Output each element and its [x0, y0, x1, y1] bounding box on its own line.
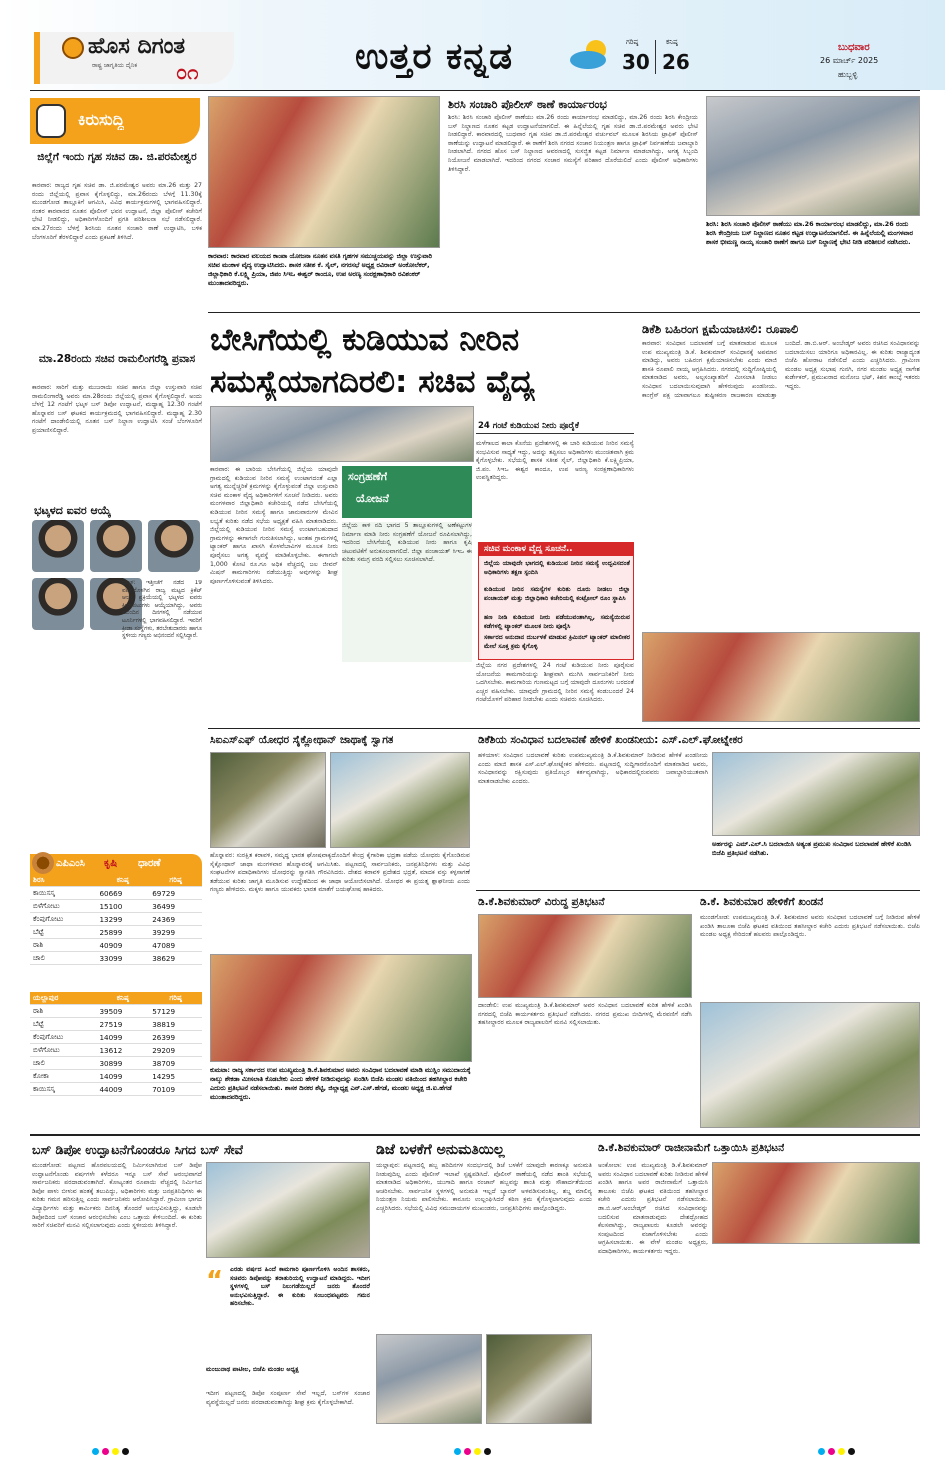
weather-divider	[655, 40, 656, 74]
wanted-body: ಭಟ್ಕಳ: ಇತ್ತೀಚೆಗೆ ನಡೆದ 19 ವರ್ಷದೊಳಗಿನ ರಾಜ್ಯ ಮಟ್ಟದ ಕ್ರಿಕೆಟ್ ಆಯ್ಕೆ ಪ್ರಕ್ರಿಯೆಯಲ್ಲಿ ಭಟ್ಕಳದ ಐವರು ಕ್ರೀಡಾಪಟುಗಳು ಆಯ್ಕೆಯಾಗಿದ್ದು, ಅವರು ಮುಂದಿನ ದಿನಗಳಲ್ಲಿ ನಡೆಯುವ ಟೂರ್ನಿಗಳಲ್ಲಿ ಭಾಗವಹಿಸಲಿದ್ದಾರೆ. ಇವರಿಗೆ ಕ್ರೀಡಾ ಸಂಸ್ಥೆಗಳು, ತರಬೇತುದಾರರು ಹಾಗೂ ಸ್ಥಳೀಯ ಗಣ್ಯರು ಅಭಿನಂದನೆ ಸಲ್ಲಿಸಿದ್ದಾರೆ.	[122, 580, 202, 640]
min-price: 33099	[96, 952, 149, 965]
lead-body-4	[342, 666, 472, 722]
max-price: 36499	[149, 900, 202, 913]
dkshi-caption: ಅರ್ಹರನ್ನು ಎಮ್.ಎಲ್.ಸಿ ಬದಲಾಯಿಸಿ ಅತ್ಯಂತ ಪ್ರಮುಖ ಸಂವಿಧಾನ ಬದಲಾವಣೆ ಹೇಳಿಕೆ ಖಂಡಿಸಿ ಬಿಜೆಪಿ ಪ್ರತಿಭಟನೆ ನಡೆಸಿತು.	[712, 840, 912, 857]
table-row	[30, 952, 202, 965]
photo-roopali-protest	[642, 632, 920, 722]
quote-author: ಮಂಜುನಾಥ ಪಾಟೀಲ, ಬಿಜೆಪಿ ಮಂಡಲ ಅಧ್ಯಕ್ಷ	[206, 1366, 299, 1373]
min-price: 44009	[96, 1083, 149, 1096]
portrait-4	[32, 578, 84, 630]
market-title-a: ಎಪಿಎಂಸಿ	[56, 858, 85, 869]
police-body: ಶಿರಸಿ: ಶಿರಸಿ ಸಂಚಾರಿ ಪೊಲೀಸ್ ಠಾಣೆಯು ಮಾ.26 ರಂದು ಕಾರ್ಯಾರಂಭ ಮಾಡಲಿದ್ದು, ಮಾ.26 ರಂದು ಶಿರಸಿ ಕೇಂದ್ರೀಯ ಬಸ್ ನಿಲ್ದಾಣದ ನೂತನ ಕಟ್ಟಡ ಉದ್ಘಾಟನೆಯಾಗಲಿದೆ. ಈ ಹಿನ್ನೆಲೆಯಲ್ಲಿ ಗೃಹ ಸಚಿವ ಡಾ.ಜಿ.ಪರಮೇಶ್ವರ ಅವರು ಭೇಟಿ ನೀಡಲಿದ್ದಾರೆ. ಕಾರವಾರದಲ್ಲಿ ಬುಧವಾರ ಗೃಹ ಸಚಿವ ಡಾ.ಜಿ.ಪರಮೇಶ್ವರ ವರ್ಚುವಲ್ ಮೂಲಕ ಶಿರಸಿಯ ಟ್ರಾಫಿಕ್ ಪೊಲೀಸ್ ಠಾಣೆಯನ್ನು ಉದ್ಘಾಟನೆ ಮಾಡಲಿದ್ದಾರೆ. ಈ ಠಾಣೆಗೆ ಶಿರಸಿ ನಗರದ ಸಂಚಾರ ನಿಯಂತ್ರಣ ಹಾಗೂ ಟ್ರಾಫಿಕ್ ನಿರ್ವಹಣೆಯ ಜವಾಬ್ದಾರಿ ನೀಡಲಾಗಿದೆ. ನಗರದ ಹೊಸ ಬಸ್ ನಿಲ್ದಾಣದ ಆವರಣದಲ್ಲಿ ಸುಸಜ್ಜಿತ ಕಟ್ಟಡ ನಿರ್ಮಾಣ ಮಾಡಲಾಗಿದ್ದು, ಅಗತ್ಯ ಸಿಬ್ಬಂದಿ ನಿಯೋಜನೆ ಮಾಡಲಾಗಿದೆ. ಇದರಿಂದ ನಗರದ ಸಂಚಾರ ಸಮಸ್ಯೆಗೆ ಪರಿಹಾರ ದೊರೆಯಲಿದೆ ಎಂದು ಪೊಲೀಸ್ ಅಧಿಕಾರಿಗಳು ತಿಳಿಸಿದ್ದಾರೆ.	[448, 114, 698, 173]
min-price: 40909	[96, 939, 149, 952]
col-header: ಕನಿಷ್ಠ	[96, 874, 149, 887]
brief2-headline: ಮಾ.28ರಂದು ಸಚಿವ ರಾಮಲಿಂಗರೆಡ್ಡಿ ಪ್ರವಾಸ	[38, 353, 196, 365]
max-price: 29209	[149, 1044, 202, 1057]
min-price: 60669	[96, 887, 149, 900]
min-price: 30899	[96, 1057, 149, 1070]
quote-mark-icon: “	[206, 1266, 224, 1296]
section-rule	[208, 728, 920, 729]
bus-quote: ಎರಡು ವರ್ಷದ ಹಿಂದೆ ಕಾಮಗಾರಿ ಪೂರ್ಣಗೊಳಿಸಿ ಅಂದಿನ ಶಾಸಕರು, ಸಚಿವರು ಡಿಪೋವನ್ನು ತರಾತುರಿಯಲ್ಲಿ ಉದ್ಘಾಟನೆ ಮಾಡಿದ್ದರು. ಇದೀಗ ಸ್ಥಳಗಳಲ್ಲಿ ಬಸ್ ನಿಲುಗಡೆಯಿಲ್ಲದೆ ಜನರು ತೊಂದರೆ ಅನುಭವಿಸುತ್ತಿದ್ದಾರೆ. ಈ ಕುರಿತು ಸಂಬಂಧಪಟ್ಟವರು ಗಮನ ಹರಿಸಬೇಕು.	[230, 1266, 370, 1308]
table-row	[30, 1018, 202, 1031]
table-row	[30, 1070, 202, 1083]
photo-dandeli-protest	[478, 914, 692, 998]
lead-headline-2: ಸಮಸ್ಯೆಯಾಗದಿರಲಿ: ಸಚಿವ ವೈದ್ಯ	[210, 364, 535, 400]
police-headline: ಶಿರಸಿ ಸಂಚಾರಿ ಪೊಲೀಸ್ ಠಾಣೆ ಕಾರ್ಯಾರಂಭ	[448, 98, 607, 111]
resign-body: ಅಂಕೋಲಾ: ಉಪ ಮುಖ್ಯಮಂತ್ರಿ ಡಿ.ಕೆ.ಶಿವಕುಮಾರ್ ಅವರು ಸಂವಿಧಾನ ಬದಲಾವಣೆ ಕುರಿತು ನೀಡಿರುವ ಹೇಳಿಕೆ ಖಂಡಿಸಿ ಹಾಗೂ ಅವರ ರಾಜೀನಾಮೆಗೆ ಒತ್ತಾಯಿಸಿ ತಾಲೂಕು ಬಿಜೆಪಿ ಘಟಕದ ವತಿಯಿಂದ ತಹಸೀಲ್ದಾರ ಕಚೇರಿ ಎದುರು ಪ್ರತಿಭಟನೆ ನಡೆಸಲಾಯಿತು. ಡಾ.ಬಿ.ಆರ್.ಅಂಬೇಡ್ಕರ್ ರಚಿಸಿದ ಸಂವಿಧಾನವನ್ನು ಬದಲಿಸುವ ಮಾತನಾಡುವುದು ದೇಶದ್ರೋಹದ ಕೆಲಸವಾಗಿದ್ದು, ರಾಜ್ಯಪಾಲರು ಕೂಡಲೇ ಅವರನ್ನು ಸಂಪುಟದಿಂದ ವಜಾಗೊಳಿಸಬೇಕು ಎಂದು ಆಗ್ರಹಿಸಲಾಯಿತು. ಈ ವೇಳೆ ಮಂಡಲ ಅಧ್ಯಕ್ಷರು, ಪದಾಧಿಕಾರಿಗಳು, ಕಾರ್ಯಕರ್ತರು ಇದ್ದರು.	[598, 1162, 708, 1255]
commodity: ರಾಶಿ	[30, 1005, 96, 1018]
commodity: ಬಿಳೆಗೋಟು	[30, 900, 96, 913]
photo1-caption: ಕಾರವಾರ: ಕಾರವಾರ ವಲಯದ ಕಾಂಪಾ ಯೋಜನಾ ನೂತನ ವಸತಿ ಗೃಹಗಳ ಸಮುಚ್ಚಯವನ್ನು ಜಿಲ್ಲಾ ಉಸ್ತುವಾರಿ ಸಚಿವ ಮಂಕಾಳ ವೈದ್ಯ ಉದ್ಘಾಟಿಸಿದರು. ಶಾಸಕ ಸತೀಶ ಕೆ. ಸೈಲ್, ನಗರಸಭೆ ಅಧ್ಯಕ್ಷ ರವಿರಾಜ್ ಅಂಕೋಲೆಕರ್, ಜಿಲ್ಲಾಧಿಕಾರಿ ಕೆ.ಲಕ್ಷ್ಮಿ ಪ್ರಿಯಾ, ಜಿಪಂ ಸಿಇಒ ಈಶ್ವರ್ ಕಾಂದೂ, ಉಪ ಅರಣ್ಯ ಸಂರಕ್ಷಣಾಧಿಕಾರಿ ರವಿಶಂಕರ್ ಮುಂತಾದವರಿದ್ದರು.	[208, 252, 432, 287]
tip-item: ಜಿಲ್ಲೆಯ ಯಾವುದೇ ಭಾಗದಲ್ಲಿ ಕುಡಿಯುವ ನೀರಿನ ಸಮಸ್ಯೆ ಉದ್ಭವಿಸದಂತೆ ಅಧಿಕಾರಿಗಳು ತಕ್ಷಣ ಸ್ಪಂದಿಸಿ	[484, 560, 630, 576]
col-header: ಶಿರಸಿ	[30, 874, 96, 887]
registration-marks	[92, 1440, 132, 1459]
dj-body: ಯಲ್ಲಾಪುರ: ಪಟ್ಟಣದಲ್ಲಿ ಹಬ್ಬ ಹರಿದಿನಗಳ ಸಂದರ್ಭದಲ್ಲಿ ಡಿಜೆ ಬಳಕೆಗೆ ಯಾವುದೇ ಕಾರಣಕ್ಕೂ ಅನುಮತಿ ನೀಡುವುದಿಲ್ಲ ಎಂದು ಪೊಲೀಸ್ ಇಲಾಖೆ ಸ್ಪಷ್ಟಪಡಿಸಿದೆ. ಪೊಲೀಸ್ ಠಾಣೆಯಲ್ಲಿ ನಡೆದ ಶಾಂತಿ ಸಭೆಯಲ್ಲಿ ಮಾತನಾಡಿದ ಅಧಿಕಾರಿಗಳು, ಯುಗಾದಿ ಹಾಗೂ ರಂಜಾನ್ ಹಬ್ಬವನ್ನು ಶಾಂತಿ ಮತ್ತು ಸೌಹಾರ್ದತೆಯಿಂದ ಆಚರಿಸಬೇಕು. ಸಾರ್ವಜನಿಕ ಸ್ಥಳಗಳಲ್ಲಿ ಅನುಮತಿ ಇಲ್ಲದೆ ಬ್ಯಾನರ್ ಅಳವಡಿಸುವಂತಿಲ್ಲ. ಶಬ್ದ ಮಾಲಿನ್ಯ ನಿಯಂತ್ರಣ ನಿಯಮ ಪಾಲಿಸಬೇಕು. ಕಾನೂನು ಉಲ್ಲಂಘಿಸಿದರೆ ಕಠಿಣ ಕ್ರಮ ಕೈಗೊಳ್ಳಲಾಗುವುದು ಎಂದು ಎಚ್ಚರಿಸಿದರು. ಸಭೆಯಲ್ಲಿ ವಿವಿಧ ಸಮುದಾಯಗಳ ಮುಖಂಡರು, ಜನಪ್ರತಿನಿಧಿಗಳು ಪಾಲ್ಗೊಂಡಿದ್ದರು.	[376, 1162, 592, 1212]
table-row	[30, 1057, 202, 1070]
weather-min: 26	[662, 50, 690, 74]
market-title-c: ಧಾರಣೆ	[138, 858, 161, 869]
lead-body-2: ಮಳೆಗಾಲದ ಕಾಲಾ ಕೊನೆಯ ಪ್ರದೇಶಗಳಲ್ಲಿ ಈ ಬಾರಿ ಕುಡಿಯುವ ನೀರಿನ ಸಮಸ್ಯೆ ಸಂಭವಿಸುವ ಸಾಧ್ಯತೆ ಇದ್ದು, ಅದನ್ನು ತಪ್ಪಿಸಲು ಅಧಿಕಾರಿಗಳು ಮುಂಚಿತವಾಗಿ ಕ್ರಮ ಕೈಗೊಳ್ಳಬೇಕು. ಸಭೆಯಲ್ಲಿ ಶಾಸಕ ಸತೀಶ ಸೈಲ್, ಜಿಲ್ಲಾಧಿಕಾರಿ ಕೆ.ಲಕ್ಷ್ಮಿಪ್ರಿಯಾ, ಜಿ.ಪಂ. ಸಿಇಒ ಈಶ್ವರ ಕಾಂದೂ, ಉಪ ಅರಣ್ಯ ಸಂರಕ್ಷಣಾಧಿಕಾರಿಗಳು ಉಪಸ್ಥಿತರಿದ್ದರು.	[476, 440, 634, 482]
table-row	[30, 900, 202, 913]
section-rule	[476, 890, 920, 891]
dkshi-body: ಹಳಿಯಾಳ: ಸಂವಿಧಾನ ಬದಲಾವಣೆ ಕುರಿತು ಉಪಮುಖ್ಯಮಂತ್ರಿ ಡಿ.ಕೆ.ಶಿವಕುಮಾರ್ ನೀಡಿರುವ ಹೇಳಿಕೆ ಖಂಡನೀಯ ಎಂದು ಮಾಜಿ ಶಾಸಕ ಎಸ್.ಎಲ್.ಘೋಟ್ನೇಕರ ಹೇಳಿದರು. ಪಟ್ಟಣದಲ್ಲಿ ಸುದ್ದಿಗಾರರೊಂದಿಗೆ ಮಾತನಾಡಿದ ಅವರು, ಸಂವಿಧಾನವನ್ನು ರಕ್ಷಿಸುವುದು ಪ್ರತಿಯೊಬ್ಬರ ಕರ್ತವ್ಯವಾಗಿದ್ದು, ಅಧಿಕಾರದಲ್ಲಿರುವವರು ಜವಾಬ್ದಾರಿಯುತವಾಗಿ ಮಾತನಾಡಬೇಕು ಎಂದರು.	[478, 752, 708, 785]
tips-title: ಸಚಿವ ಮಂಕಾಳ ವೈದ್ಯ ಸೂಚನೆ..	[484, 544, 573, 554]
commodity: ಕಾಯಿಸಸ್ಕ	[30, 1083, 96, 1096]
bus-body: ಮುಂಡಗೋಡ: ಪಟ್ಟಣದ ಹೊರವಲಯದಲ್ಲಿ ನಿರ್ಮಿಸಲಾಗಿರುವ ಬಸ್ ಡಿಪೋ ಉದ್ಘಾಟನೆಗೊಂಡು ವರ್ಷಗಳೇ ಕಳೆದರೂ ಇನ್ನೂ ಬಸ್ ಸೇವೆ ಆರಂಭವಾಗದೆ ಸಾರ್ವಜನಿಕರು ಪರದಾಡುವಂತಾಗಿದೆ. ಕೋಟ್ಯಂತರ ರೂಪಾಯಿ ವೆಚ್ಚದಲ್ಲಿ ನಿರ್ಮಿಸಿದ ಡಿಪೋ ಪಾಳು ಬೀಳುವ ಹಂತಕ್ಕೆ ತಲುಪಿದ್ದು, ಅಧಿಕಾರಿಗಳು ಮತ್ತು ಜನಪ್ರತಿನಿಧಿಗಳು ಈ ಕುರಿತು ಗಮನ ಹರಿಸುತ್ತಿಲ್ಲ ಎಂದು ಸಾರ್ವಜನಿಕರು ಆರೋಪಿಸಿದ್ದಾರೆ. ಗ್ರಾಮೀಣ ಭಾಗದ ವಿದ್ಯಾರ್ಥಿಗಳು ಮತ್ತು ಕಾರ್ಮಿಕರು ದಿನನಿತ್ಯ ತೊಂದರೆ ಅನುಭವಿಸುತ್ತಿದ್ದು, ಕೂಡಲೇ ಡಿಪೋದಿಂದ ಬಸ್ ಸಂಚಾರ ಆರಂಭಿಸಬೇಕು ಎಂಬ ಒತ್ತಾಯ ಕೇಳಿಬಂದಿದೆ. ಈ ಕುರಿತು ಸಾರಿಗೆ ಸಚಿವರಿಗೆ ಮನವಿ ಸಲ್ಲಿಸಲಾಗುವುದು ಎಂದು ಸ್ಥಳೀಯರು ತಿಳಿಸಿದ್ದಾರೆ.	[32, 1162, 202, 1230]
commodity: ಕಾಯಿಸಸ್ಕ	[30, 887, 96, 900]
protest2-headline: ಡಿ.ಕೆ. ಶಿವಕುಮಾರ ಹೇಳಿಕೆಗೆ ಖಂಡನೆ	[700, 896, 824, 908]
protest2-body: ಮುಂಡಗೋಡ: ಉಪಮುಖ್ಯಮಂತ್ರಿ ಡಿ.ಕೆ. ಶಿವಕುಮಾರ ಅವರು ಸಂವಿಧಾನ ಬದಲಾವಣೆ ಬಗ್ಗೆ ನೀಡಿರುವ ಹೇಳಿಕೆ ಖಂಡಿಸಿ ತಾಲೂಕಾ ಬಿಜೆಪಿ ಘಟಕದ ವತಿಯಿಂದ ತಹಸೀಲ್ದಾರ ಕಚೇರಿ ಎದುರು ಪ್ರತಿಭಟನೆ ನಡೆಸಲಾಯಿತು. ಬಿಜೆಪಿ ಮಂಡಲ ಅಧ್ಯಕ್ಷ ಸೇರಿದಂತೆ ಹಲವರು ಪಾಲ್ಗೊಂಡಿದ್ದರು.	[700, 914, 920, 939]
portrait-2	[90, 520, 142, 572]
max-price: 38819	[149, 1018, 202, 1031]
table-row	[30, 913, 202, 926]
section-rule	[30, 1134, 920, 1136]
areca-nut-icon	[32, 852, 54, 874]
photo-sirsi-police	[706, 96, 920, 216]
protest1-body: ದಾಂಡೇಲಿ: ಉಪ ಮುಖ್ಯಮಂತ್ರಿ ಡಿ.ಕೆ.ಶಿವಕುಮಾರ್ ಅವರ ಸಂವಿಧಾನ ಬದಲಾವಣೆ ಕುರಿತ ಹೇಳಿಕೆ ಖಂಡಿಸಿ ನಗರದಲ್ಲಿ ಬಿಜೆಪಿ ಕಾರ್ಯಕರ್ತರು ಪ್ರತಿಭಟನೆ ನಡೆಸಿದರು. ನಗರದ ಪ್ರಮುಖ ಬೀದಿಗಳಲ್ಲಿ ಮೆರವಣಿಗೆ ನಡೆಸಿ ತಹಸೀಲ್ದಾರರ ಮೂಲಕ ರಾಜ್ಯಪಾಲರಿಗೆ ಮನವಿ ಸಲ್ಲಿಸಲಾಯಿತು.	[478, 1002, 692, 1027]
right-top-headline: ಡಿಕೆಶಿ ಬಹಿರಂಗ ಕ್ಷಮೆಯಾಚಿಸಲಿ: ರೂಪಾಲಿ	[642, 322, 799, 336]
tip-item: ಹಣ ನೀಡಿ ಕುಡಿಯುವ ನೀರು ಪಡೆಯುವಂತಾಗಿಲ್ಲ, ಸಮಸ್ಯೆಯಿರುವ ಕಡೆಗಳಲ್ಲಿ ಟ್ಯಾಂಕರ್ ಮೂಲಕ ನೀರು ಪೂರೈಸಿ	[484, 614, 630, 630]
page-number: ೦೧	[176, 60, 199, 84]
min-price: 14099	[96, 1070, 149, 1083]
brief-section-title: ಕಿರುಸುದ್ದಿ	[78, 110, 125, 129]
min-price: 15100	[96, 900, 149, 913]
finger-pointing-icon	[36, 104, 66, 138]
edition-title: ಉತ್ತರ ಕನ್ನಡ	[355, 36, 514, 77]
city: ಹುಬ್ಬಳ್ಳಿ	[838, 70, 858, 79]
table-row	[30, 1031, 202, 1044]
sidebox-title-1: ಸಂಗ್ರಹಣೆಗೆ	[348, 470, 388, 483]
kumta-caption: ಕುಮಟಾ: ರಾಜ್ಯ ಸರ್ಕಾರದ ಉಪ ಮುಖ್ಯಮಂತ್ರಿ ಡಿ.ಕೆ.ಶಿವಕುಮಾರ ಅವರು ಸಂವಿಧಾನ ಬದಲಾವಣೆ ಮಾಡಿ ಮುಸ್ಲಿಂ ಸಮುದಾಯಕ್ಕೆ ನಾಲ್ಕು ಶೇಕಡಾ ಮೀಸಲಾತಿ ಕೊಡಬೇಕು ಎಂದು ಹೇಳಿಕೆ ನೀಡಿರುವುದನ್ನು ಖಂಡಿಸಿ ಬಿಜೆಪಿ ಮಂಡಲ ವತಿಯಿಂದ ತಹಸೀಲ್ದಾರ ಕಚೇರಿ ಎದುರು ಪ್ರತಿಭಟನೆ ನಡೆಸಲಾಯಿತು. ಶಾಸಕ ದಿನಕರ ಶೆಟ್ಟಿ, ಜಿಲ್ಲಾಧ್ಯಕ್ಷ ಎನ್.ಎಸ್.ಹೆಗಡೆ, ಮಂಡಲ ಅಧ್ಯಕ್ಷ ಜಿ.ಐ.ಹೆಗಡೆ ಮುಂತಾದವರಿದ್ದರು.	[210, 1066, 471, 1101]
logo-emblem-icon	[62, 37, 84, 59]
table-row	[30, 939, 202, 952]
brief2-body: ಕಾರವಾರ: ಸಾರಿಗೆ ಮತ್ತು ಮುಜರಾಯಿ ಸಚಿವ ಹಾಗೂ ಜಿಲ್ಲಾ ಉಸ್ತುವಾರಿ ಸಚಿವ ರಾಮಲಿಂಗಾರೆಡ್ಡಿ ಅವರು ಮಾ.28ರಂದು ಜಿಲ್ಲೆಯಲ್ಲಿ ಪ್ರವಾಸ ಕೈಗೊಳ್ಳಲಿದ್ದಾರೆ. ಅಂದು ಬೆಳಗ್ಗೆ 12 ಗಂಟೆಗೆ ಭಟ್ಕಳ ಬಸ್ ಡಿಪೋ ಉದ್ಘಾಟನೆ, ಮಧ್ಯಾಹ್ನ 12.30 ಗಂಟೆಗೆ ಹೊನ್ನಾವರ ಬಸ್ ಘಟಕದ ಕಾರ್ಯಕ್ರಮದಲ್ಲಿ ಭಾಗವಹಿಸಲಿದ್ದಾರೆ. ಮಧ್ಯಾಹ್ನ 2.30 ಗಂಟೆಗೆ ದಾಂಡೇಲಿಯಲ್ಲಿ ನೂತನ ಬಸ್ ನಿಲ್ದಾಣ ಉದ್ಘಾಟಿಸಿ ಸಂಜೆ ಬೆಂಗಳೂರಿಗೆ ಪ್ರಯಾಣಿಸಲಿದ್ದಾರೆ.	[32, 384, 202, 434]
resign-headline: ಡಿ.ಕೆ.ಶಿವಕುಮಾರ್ ರಾಜೀನಾಮೆಗೆ ಒತ್ತಾಯಿಸಿ ಪ್ರತಿಭಟನೆ	[598, 1142, 785, 1154]
lead-body-1: ಕಾರವಾರ: ಈ ಬಾರಿಯ ಬೇಸಿಗೆಯಲ್ಲಿ ಜಿಲ್ಲೆಯ ಯಾವುದೇ ಗ್ರಾಮದಲ್ಲಿ ಕುಡಿಯುವ ನೀರಿನ ಸಮಸ್ಯೆ ಉಂಟಾಗದಂತೆ ಎಲ್ಲಾ ಅಗತ್ಯ ಮುನ್ನೆಚ್ಚರಿಕೆ ಕ್ರಮಗಳನ್ನು ಕೈಗೊಳ್ಳುವಂತೆ ಜಿಲ್ಲಾ ಉಸ್ತುವಾರಿ ಸಚಿವ ಮಂಕಾಳ ವೈದ್ಯ ಅಧಿಕಾರಿಗಳಿಗೆ ಸೂಚನೆ ನೀಡಿದರು. ಅವರು ಮಂಗಳವಾರ ಜಿಲ್ಲಾಧಿಕಾರಿ ಕಚೇರಿಯಲ್ಲಿ ನಡೆದ ಬೇಸಿಗೆಯಲ್ಲಿ ಕುಡಿಯುವ ನೀರಿನ ಸಮಸ್ಯೆ ಹಾಗೂ ಜಾನುವಾರುಗಳ ಮೇವಿನ ಲಭ್ಯತೆ ಕುರಿತು ನಡೆದ ಸಭೆಯ ಅಧ್ಯಕ್ಷತೆ ವಹಿಸಿ ಮಾತನಾಡಿದರು. ಜಿಲ್ಲೆಯಲ್ಲಿ ಕುಡಿಯುವ ನೀರಿನ ಸಮಸ್ಯೆ ಉಂಟಾಗಬಹುದಾದ ಗ್ರಾಮಗಳನ್ನು ಈಗಾಗಲೇ ಗುರುತಿಸಲಾಗಿದ್ದು, ಅಂತಹ ಗ್ರಾಮಗಳಲ್ಲಿ ಟ್ಯಾಂಕರ್ ಹಾಗೂ ಖಾಸಗಿ ಕೊಳವೆಬಾವಿಗಳ ಮೂಲಕ ನೀರು ಪೂರೈಸಲು ಅಗತ್ಯ ವ್ಯವಸ್ಥೆ ಮಾಡಿಕೊಳ್ಳಬೇಕು. ಈಗಾಗಲೇ 1,000 ಕೋಟಿ ರೂ.ಗೂ ಅಧಿಕ ವೆಚ್ಚದಲ್ಲಿ ಜಲ ಜೀವನ್ ಮಿಷನ್ ಕಾಮಗಾರಿಗಳು ನಡೆಯುತ್ತಿದ್ದು ಅವುಗಳನ್ನು ಶೀಘ್ರ ಪೂರ್ಣಗೊಳಿಸುವಂತೆ ತಿಳಿಸಿದರು.	[210, 466, 338, 585]
sidebox-body: ಜಿಲ್ಲೆಯ ಕಾಳಿ ನದಿ ಭಾಗದ 5 ತಾಲ್ಲೂಕುಗಳಲ್ಲಿ ಅಣೆಕಟ್ಟುಗಳ ನಿರ್ಮಾಣ ಮಾಡಿ ನೀರು ಸಂಗ್ರಹಣೆಗೆ ಯೋಜನೆ ರೂಪಿಸಲಾಗಿದ್ದು, ಇದರಿಂದ ಬೇಸಿಗೆಯಲ್ಲಿ ಕುಡಿಯುವ ನೀರು ಹಾಗೂ ಕೃಷಿ ಚಟುವಟಿಕೆಗೆ ಅನುಕೂಲವಾಗಲಿದೆ. ಜಿಲ್ಲಾ ಪಂಚಾಯತ್ ಸಿಇಒ ಈ ಕುರಿತು ಸಮಗ್ರ ವರದಿ ಸಲ್ಲಿಸಲು ಸೂಚಿಸಲಾಗಿದೆ.	[342, 522, 472, 662]
photo-meeting	[210, 406, 474, 462]
wanted-body-cont	[32, 644, 202, 784]
lead-headline-1: ಬೇಸಿಗೆಯಲ್ಲಿ ಕುಡಿಯುವ ನೀರಿನ	[210, 322, 520, 358]
lead-body-3: ಜಿಲ್ಲೆಯ ನಗರ ಪ್ರದೇಶಗಳಲ್ಲಿ 24 ಗಂಟೆ ಕುಡಿಯುವ ನೀರು ಪೂರೈಸುವ ಯೋಜನೆಯ ಕಾಮಗಾರಿಯನ್ನು ಶೀಘ್ರವಾಗಿ ಮುಗಿಸಿ ಸಾರ್ವಜನಿಕರಿಗೆ ನೀರು ಒದಗಿಸಬೇಕು. ಕಾಮಗಾರಿಯ ಗುಣಮಟ್ಟದ ಬಗ್ಗೆ ಯಾವುದೇ ದೂರುಗಳು ಬರದಂತೆ ಎಚ್ಚರ ವಹಿಸಬೇಕು. ಯಾವುದೇ ಗ್ರಾಮದಲ್ಲಿ ನೀರಿನ ಸಮಸ್ಯೆ ಕಂಡುಬಂದರೆ 24 ಗಂಟೆಯೊಳಗೆ ಪರಿಹಾರ ನೀಡಬೇಕು ಎಂದು ಸಚಿವರು ಸೂಚಿಸಿದರು.	[476, 662, 634, 704]
photo-cisf-soldiers	[210, 752, 326, 848]
resign-body-cont	[712, 1250, 920, 1424]
max-price: 47089	[149, 939, 202, 952]
commodity: ರಾಶಿ	[30, 939, 96, 952]
photo-peace-meeting-1	[376, 1334, 482, 1424]
weather-max: 30	[622, 50, 650, 74]
max-price: 14295	[149, 1070, 202, 1083]
commodity: ಕೆಂಪುಗೋಟು	[30, 1031, 96, 1044]
market-table-sirsi	[30, 874, 202, 965]
commodity: ಚಾಲಿ	[30, 1057, 96, 1070]
weather-sun-cloud-icon	[566, 36, 614, 72]
paper-tagline: ರಾಷ್ಟ್ರ ಜಾಗೃತಿಯ ದೈನಿಕ	[92, 62, 138, 69]
photo-karwar-inauguration	[208, 96, 440, 248]
brief1-headline: ಜಿಲ್ಲೆಗೆ ಇಂದು ಗೃಹ ಸಚಿವ ಡಾ. ಜಿ.ಪರಮೇಶ್ವರ	[37, 151, 197, 163]
commodity: ಬೆಟ್ಟೆ	[30, 926, 96, 939]
tip-item: ಸರ್ಕಾರದ ಅನುದಾನ ದುರ್ಬಳಕೆ ಮಾಡುವ ಕ್ರಿಮಿನಲ್ ಟ್ಯಾಂಕರ್ ಮಾಲೀಕರ ಮೇಲೆ ಸೂಕ್ತ ಕ್ರಮ ಕೈಗೊಳ್ಳಿ	[484, 634, 630, 650]
weather-max-label: ಗರಿಷ್ಠ	[626, 38, 639, 46]
commodity: ಕೋಕಾ	[30, 1070, 96, 1083]
max-price: 38709	[149, 1057, 202, 1070]
max-price: 38629	[149, 952, 202, 965]
min-price: 25899	[96, 926, 149, 939]
tip-item: ಕುಡಿಯುವ ನೀರಿನ ಸಮಸ್ಯೆಗಳ ಕುರಿತು ದೂರು ನೀಡಲು ಜಿಲ್ಲಾ ಪಂಚಾಯತ್ ಮತ್ತು ಜಿಲ್ಲಾಧಿಕಾರಿ ಕಚೇರಿಯಲ್ಲಿ ಕಂಟ್ರೋಲ್ ರೂಂ ಸ್ಥಾಪಿಸಿ	[484, 586, 630, 602]
cisf-headline: ಸಿಐಎಸ್‌ಎಫ್ ಯೋಧರ ಸೈಕ್ಲೋಥಾನ್ ಜಾಥಾಕ್ಕೆ ಸ್ವಾಗತ	[210, 734, 394, 746]
sidebox-title-2: ಯೋಜನೆ	[356, 492, 389, 505]
wanted-headline: ಭಟ್ಕಳದ ಐವರ ಆಯ್ಕೆ	[34, 504, 112, 517]
photo-bus-depot	[206, 1162, 370, 1258]
masthead-rule	[30, 90, 920, 91]
commodity: ಬೆಟ್ಟೆ	[30, 1018, 96, 1031]
dkshi-headline: ಡಿಕೆಶಿಯ ಸಂವಿಧಾನ ಬದಲಾವಣೆ ಹೇಳಿಕೆ ಖಂಡನೀಯ: ಎಸ್.ಎಲ್.ಘೋಟ್ನೇಕರ	[478, 734, 743, 746]
min-price: 13612	[96, 1044, 149, 1057]
photo-ankola-protest	[712, 1162, 920, 1244]
photo-haliyal-protest	[712, 752, 920, 836]
bus-tail: ಇದೀಗ ಪಟ್ಟಣದಲ್ಲಿ ಡಿಪೋ ಸಂಪೂರ್ಣ ಸೇವೆ ಇಲ್ಲದೆ, ಬಸ್‌ಗಳ ಸಂಚಾರ ವ್ಯವಸ್ಥೆಯಿಲ್ಲದೆ ಜನರು ಪರದಾಡುವಂತಾಗಿದ್ದು ಶೀಘ್ರ ಕ್ರಮ ಕೈಗೊಳ್ಳಬೇಕಾಗಿದೆ.	[206, 1390, 370, 1406]
min-price: 39509	[96, 1005, 149, 1018]
table-row	[30, 887, 202, 900]
max-price: 24369	[149, 913, 202, 926]
right-top-body: ಕಾರವಾರ: ಸಂವಿಧಾನ ಬದಲಾವಣೆ ಬಗ್ಗೆ ಮಾತನಾಡುವ ಮೂಲಕ ಉಪ ಮುಖ್ಯಮಂತ್ರಿ ಡಿ.ಕೆ. ಶಿವಕುಮಾರ್ ಸಂವಿಧಾನಕ್ಕೆ ಅಪಮಾನ ಮಾಡಿದ್ದು, ಅವರು ಬಹಿರಂಗ ಕ್ಷಮೆಯಾಚಿಸಬೇಕು ಎಂದು ಮಾಜಿ ಶಾಸಕಿ ರೂಪಾಲಿ ನಾಯ್ಕ ಆಗ್ರಹಿಸಿದರು. ನಗರದಲ್ಲಿ ಸುದ್ದಿಗೋಷ್ಠಿಯಲ್ಲಿ ಮಾತನಾಡಿದ ಅವರು, ಅಲ್ಪಸಂಖ್ಯಾತರಿಗೆ ಮೀಸಲಾತಿ ನೀಡಲು ಸಂವಿಧಾನ ಬದಲಾಯಿಸುವುದಾಗಿ ಹೇಳಿರುವುದು ಖಂಡನೀಯ. ಕಾಂಗ್ರೆಸ್ ಪಕ್ಷ ಯಾವಾಗಲೂ ತುಷ್ಟೀಕರಣ ರಾಜಕಾರಣ ಮಾಡುತ್ತಾ ಬಂದಿದೆ. ಡಾ.ಬಿ.ಆರ್. ಅಂಬೇಡ್ಕರ್ ಅವರು ರಚಿಸಿದ ಸಂವಿಧಾನವನ್ನು ಬದಲಾಯಿಸಲು ಯಾರಿಗೂ ಅಧಿಕಾರವಿಲ್ಲ. ಈ ಕುರಿತು ರಾಜ್ಯಾದ್ಯಂತ ಬಿಜೆಪಿ ಹೋರಾಟ ನಡೆಸಲಿದೆ ಎಂದು ಎಚ್ಚರಿಸಿದರು. ಗ್ರಾಮೀಣ ಮಂಡಲ ಅಧ್ಯಕ್ಷ ಸುಭಾಷ ಗುನಗಿ, ನಗರ ಮಂಡಲ ಅಧ್ಯಕ್ಷ ನಾಗೇಶ ಕುರ್ಡೇಕರ್, ಪ್ರಮುಖರಾದ ಮನೋಜ ಭಟ್, ಕಿಶನ ಕಾಂಬ್ಳೆ ಇತರರು ಇದ್ದರು.	[642, 340, 920, 399]
day-of-week: ಬುಧವಾರ	[838, 42, 870, 53]
registration-marks	[818, 1440, 858, 1459]
brief1-body: ಕಾರವಾರ: ರಾಜ್ಯದ ಗೃಹ ಸಚಿವ ಡಾ. ಜಿ.ಪರಮೇಶ್ವರ ಅವರು ಮಾ.26 ಮತ್ತು 27 ರಂದು ಜಿಲ್ಲೆಯಲ್ಲಿ ಪ್ರವಾಸ ಕೈಗೊಳ್ಳಲಿದ್ದು, ಮಾ.26ರಂದು ಬೆಳಗ್ಗೆ 11.30ಕ್ಕೆ ಮುಂಡಗೋಡ ತಾಲ್ಲೂಕಿಗೆ ಆಗಮಿಸಿ, ವಿವಿಧ ಕಾರ್ಯಕ್ರಮಗಳಲ್ಲಿ ಭಾಗವಹಿಸಲಿದ್ದಾರೆ. ನಂತರ ಕಾರವಾರದ ನೂತನ ಪೊಲೀಸ್ ಭವನ ಉದ್ಘಾಟನೆ, ಜಿಲ್ಲಾ ಪೊಲೀಸ್ ಕಚೇರಿಗೆ ಭೇಟಿ ನೀಡಲಿದ್ದು, ಅಧಿಕಾರಿಗಳೊಂದಿಗೆ ಪ್ರಗತಿ ಪರಿಶೀಲನಾ ಸಭೆ ನಡೆಸಲಿದ್ದಾರೆ. ಮಾ.27ರಂದು ಬೆಳಗ್ಗೆ ಶಿರಸಿಯ ನೂತನ ಸಂಚಾರಿ ಠಾಣೆ ಉದ್ಘಾಟಿಸಿ, ಬಳಿಕ ಬೆಂಗಳೂರಿಗೆ ತೆರಳಲಿದ್ದಾರೆ ಎಂದು ಪ್ರಕಟಣೆ ತಿಳಿಸಿದೆ.	[32, 182, 202, 241]
table-row	[30, 1005, 202, 1018]
table-row	[30, 926, 202, 939]
photo2-caption: ಶಿರಸಿ: ಶಿರಸಿ ಸಂಚಾರಿ ಪೊಲೀಸ್ ಠಾಣೆಯು ಮಾ.26 ಕಾರ್ಯಾರಂಭ ಮಾಡಲಿದ್ದು, ಮಾ.26 ರಂದು ಶಿರಸಿ ಕೇಂದ್ರೀಯ ಬಸ್ ನಿಲ್ದಾಣದ ನೂತನ ಕಟ್ಟಡ ಉದ್ಘಾಟನೆಯಾಗಲಿದೆ. ಈ ಹಿನ್ನೆಲೆಯಲ್ಲಿ ಮಂಗಳವಾರ ಶಾಸಕ ಭೀಮಣ್ಣ ನಾಯ್ಕ ಸಂಚಾರಿ ಠಾಣೆಗೆ ಹಾಗೂ ಬಸ್ ನಿಲ್ದಾಣಕ್ಕೆ ಭೇಟಿ ನೀಡಿ ಪರಿಶೀಲನೆ ನಡೆಸಿದರು.	[706, 220, 914, 246]
section-rule	[208, 312, 920, 313]
photo-cisf-welcome	[330, 752, 470, 848]
portrait-1	[32, 520, 84, 572]
lead-subhead: 24 ಗಂಟೆ ಕುಡಿಯುವ ನೀರು ಪೂರೈಕೆ	[478, 421, 580, 431]
portrait-3	[148, 520, 200, 572]
col-header: ಕನಿಷ್ಠ	[96, 992, 149, 1005]
photo-peace-meeting-2	[486, 1334, 592, 1424]
col-header: ಯಲ್ಲಾಪುರ	[30, 992, 96, 1005]
bus-headline: ಬಸ್ ಡಿಪೋ ಉದ್ಘಾಟನೆಗೊಂಡರೂ ಸಿಗದ ಬಸ್ ಸೇವೆ	[32, 1142, 244, 1157]
commodity: ಬಿಳೆಗೋಟು	[30, 1044, 96, 1057]
issue-date: 26 ಮಾರ್ಚ್ 2025	[820, 56, 879, 65]
weather-min-label: ಕನಿಷ್ಠ	[666, 38, 678, 46]
col-header: ಗರಿಷ್ಠ	[149, 992, 202, 1005]
min-price: 13299	[96, 913, 149, 926]
table-row	[30, 1044, 202, 1057]
registration-marks	[454, 1440, 494, 1459]
commodity: ಚಾಲಿ	[30, 952, 96, 965]
table-row	[30, 1083, 202, 1096]
min-price: 14099	[96, 1031, 149, 1044]
dj-headline: ಡಿಜೆ ಬಳಕೆಗೆ ಅನುಮತಿಯಿಲ್ಲ	[376, 1142, 505, 1158]
min-price: 27519	[96, 1018, 149, 1031]
market-title-b: ಕೃಷಿ	[104, 858, 118, 869]
max-price: 69729	[149, 887, 202, 900]
max-price: 57129	[149, 1005, 202, 1018]
max-price: 26399	[149, 1031, 202, 1044]
market-table-yellapur	[30, 992, 202, 1096]
cisf-body: ಹೊನ್ನಾವರ: ಸುರಕ್ಷಿತ ಕರಾವಳಿ, ಸಮೃದ್ಧ ಭಾರತ ಘೋಷವಾಕ್ಯದೊಂದಿಗೆ ಕೇಂದ್ರ ಕೈಗಾರಿಕಾ ಭದ್ರತಾ ಪಡೆಯ ಯೋಧರು ಕೈಗೊಂಡಿರುವ ಸೈಕ್ಲೋಥಾನ್ ಜಾಥಾ ಮಂಗಳವಾರ ಹೊನ್ನಾವರಕ್ಕೆ ಆಗಮಿಸಿತು. ಪಟ್ಟಣದಲ್ಲಿ ಸಾರ್ವಜನಿಕರು, ಜನಪ್ರತಿನಿಧಿಗಳು ಮತ್ತು ವಿವಿಧ ಸಂಘಟನೆಗಳ ಪದಾಧಿಕಾರಿಗಳು ಯೋಧರನ್ನು ಸ್ವಾಗತಿಸಿ ಗೌರವಿಸಿದರು. ದೇಶದ ಕರಾವಳಿ ಪ್ರದೇಶದ ಭದ್ರತೆ, ಮಾದಕ ವಸ್ತು ಕಳ್ಳಸಾಗಣೆ ತಡೆಯುವ ಕುರಿತು ಜಾಗೃತಿ ಮೂಡಿಸುವ ಉದ್ದೇಶದಿಂದ ಈ ಜಾಥಾ ಆಯೋಜಿಸಲಾಗಿದೆ. ಯೋಧರ ಈ ಪ್ರಯತ್ನ ಶ್ಲಾಘನೀಯ ಎಂದು ಗಣ್ಯರು ಹೇಳಿದರು. ಮಕ್ಕಳು ಹಾಗೂ ಯುವಕರು ಭಾರತ ಮಾತೆಗೆ ಜಯಘೋಷ ಹಾಕಿದರು.	[210, 852, 470, 894]
photo-mundgod-protest	[700, 1002, 920, 1128]
paper-name: ಹೊಸ ದಿಗಂತ	[88, 34, 186, 59]
commodity: ಕೆಂಪುಗೋಟು	[30, 913, 96, 926]
photo-kumta-protest	[210, 954, 472, 1062]
protest1-headline: ಡಿ.ಕೆ.ಶಿವಕುಮಾರ್ ವಿರುದ್ಧ ಪ್ರತಿಭಟನೆ	[478, 896, 605, 908]
col-header: ಗರಿಷ್ಠ	[149, 874, 202, 887]
max-price: 39299	[149, 926, 202, 939]
max-price: 70109	[149, 1083, 202, 1096]
